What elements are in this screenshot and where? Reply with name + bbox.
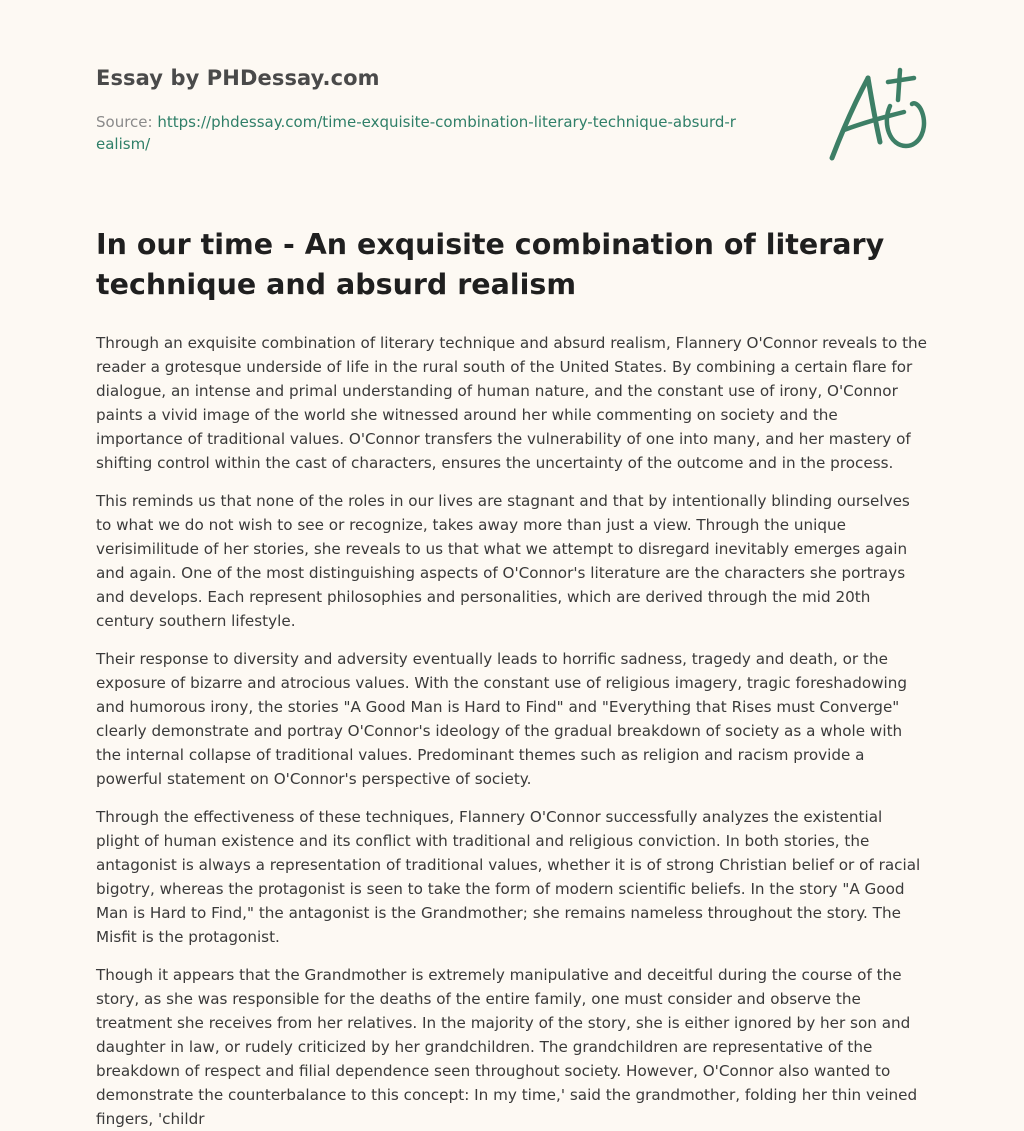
- essay-paragraph: Through the effectiveness of these techniques, Flannery O'Connor successfully analyzes the existential plight of human existence and its conflict with traditional and religious conviction. In both stories, the antagonist is always a representation of traditional values, whether it is of strong Christian belief or of racial bigotry, whereas the protagonist is seen to take the form of modern scientific beliefs. In the story "A Good Man is Hard to Find," the antagonist is the Grandmother; she remains nameless throughout the story. The Misfit is the protagonist.: [96, 808, 921, 946]
- source-label: Source:: [96, 113, 158, 131]
- source-link[interactable]: https://phdessay.com/time-exquisite-combination-literary-technique-absurd-realism/: [96, 113, 736, 153]
- document-header: [96, 0, 928, 205]
- essay-body: [96, 331, 928, 1131]
- site-name: Essay by PHDessay.com: [96, 66, 380, 90]
- essay-paragraph: Through an exquisite combination of literary technique and absurd realism, Flannery O'Connor reveals to the reader a grotesque underside of life in the rural south of the United States. By combining a certain flare for dialogue, an intense and primal understanding of human nature, and the constant use of irony, O'Connor paints a vivid image of the world she witnessed around her while commenting on society and the importance of traditional values. O'Connor transfers the vulnerability of one into many, and her mastery of shifting control within the cast of characters, ensures the uncertainty of the outcome and in the process.: [96, 334, 928, 472]
- essay-paragraph: Though it appears that the Grandmother is extremely manipulative and deceitful during the course of the story, as she was responsible for the deaths of the entire family, one must consider and observe the treatment she receives from her relatives. In the majority of the story, she is either ignored by her son and daughter in law, or rudely criticized by her grandchildren. The grandchildren are representative of the breakdown of respect and filial dependence seen throughout society. However, O'Connor also wanted to demonstrate the counterbalance to this concept: In my time,' said the grandmother, folding her thin veined fingers, 'childr: [96, 966, 918, 1128]
- source-line: [96, 111, 736, 155]
- essay-title: In our time - An exquisite combination of literary technique and absurd realism: [96, 228, 885, 301]
- essay-paragraph: This reminds us that none of the roles in our lives are stagnant and that by intentionally blinding ourselves to what we do not wish to see or recognize, takes away more than just a view. Through the unique verisimilitude of her stories, she reveals to us that what we attempt to disregard inevitably emerges again and again. One of the most distinguishing aspects of O'Connor's literature are the characters she portrays and develops. Each represent philosophies and personalities, which are derived through the mid 20th century southern lifestyle.: [96, 492, 910, 630]
- essay-paragraph: Their response to diversity and adversity eventually leads to horrific sadness, tragedy and death, or the exposure of bizarre and atrocious values. With the constant use of religious imagery, tragic foreshadowing and humorous irony, the stories "A Good Man is Hard to Find" and "Everything that Rises must Converge" clearly demonstrate and portray O'Connor's ideology of the gradual breakdown of society as a whole with the internal collapse of traditional values. Predominant themes such as religion and racism provide a powerful statement on O'Connor's perspective of society.: [96, 650, 908, 788]
- a-plus-logo-icon: [822, 66, 932, 166]
